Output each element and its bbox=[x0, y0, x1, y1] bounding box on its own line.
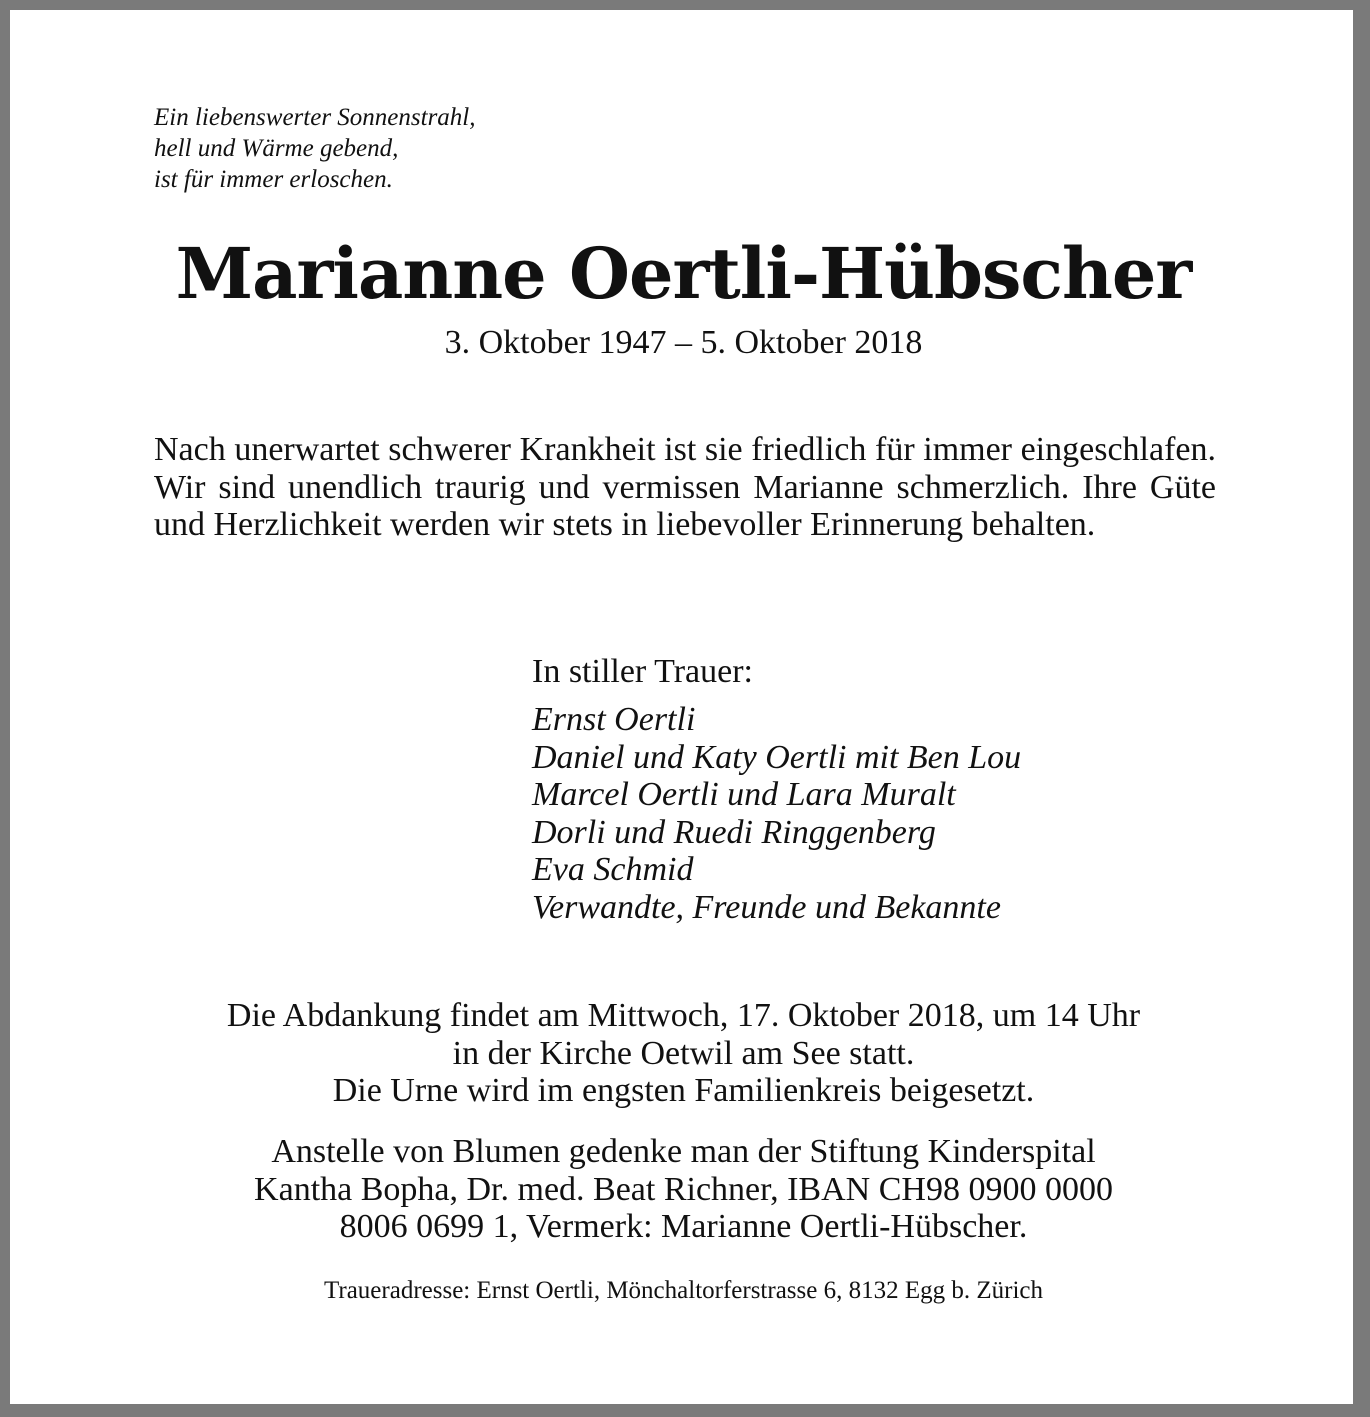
ceremony-info bbox=[10, 997, 1357, 1110]
donation-line: Anstelle von Blumen gedenke man der Stiftung Kinderspital bbox=[271, 1133, 1096, 1170]
obituary-message: Nach unerwartet schwerer Krankheit ist sie friedlich für immer eingeschlafen. Wir sind unendlich traurig und vermissen Marianne schmerzlich. Ihre Güte und Herzlichkeit werden wir stets in liebevoller Erinnerung behalten. bbox=[154, 431, 1216, 543]
mourner-name: Eva Schmid bbox=[532, 851, 694, 888]
mourner-name: Daniel und Katy Oertli mit Ben Lou bbox=[532, 738, 1022, 776]
mourner-name: Verwandte, Freunde und Bekannte bbox=[532, 888, 1001, 926]
mourners-heading: In stiller Trauer: bbox=[532, 653, 753, 690]
ceremony-line: Die Urne wird im engsten Familienkreis beigesetzt. bbox=[332, 1072, 1035, 1109]
ceremony-line: in der Kirche Oetwil am See statt. bbox=[452, 1034, 915, 1072]
obituary-page bbox=[10, 10, 1353, 1404]
mourner-name: Ernst Oertli bbox=[532, 701, 696, 738]
mourner-name: Dorli und Ruedi Ringgenberg bbox=[532, 813, 936, 851]
motto-line: hell und Wärme gebend, bbox=[154, 135, 399, 162]
mourning-address: Traueradresse: Ernst Oertli, Mönchaltorferstrasse 6, 8132 Egg b. Zürich bbox=[323, 1277, 1044, 1304]
motto-line: Ein liebenswerter Sonnenstrahl, bbox=[154, 104, 476, 131]
ceremony-line: Die Abdankung findet am Mittwoch, 17. Oktober 2018, um 14 Uhr bbox=[226, 997, 1141, 1034]
life-dates: 3. Oktober 1947 – 5. Oktober 2018 bbox=[444, 324, 923, 361]
donation-line: 8006 0699 1, Vermerk: Marianne Oertli-Hübscher. bbox=[339, 1208, 1028, 1245]
mourner-list bbox=[532, 701, 1021, 926]
motto-verse bbox=[154, 102, 476, 195]
deceased-name: Marianne Oertli-Hübscher bbox=[175, 232, 1192, 315]
donation-line: Kantha Bopha, Dr. med. Beat Richner, IBAN CH98 0900 0000 bbox=[254, 1170, 1113, 1208]
donation-info bbox=[10, 1133, 1357, 1246]
mourner-name: Marcel Oertli und Lara Muralt bbox=[532, 776, 956, 813]
motto-line: ist für immer erloschen. bbox=[154, 166, 393, 193]
mourners-block bbox=[532, 651, 1021, 926]
